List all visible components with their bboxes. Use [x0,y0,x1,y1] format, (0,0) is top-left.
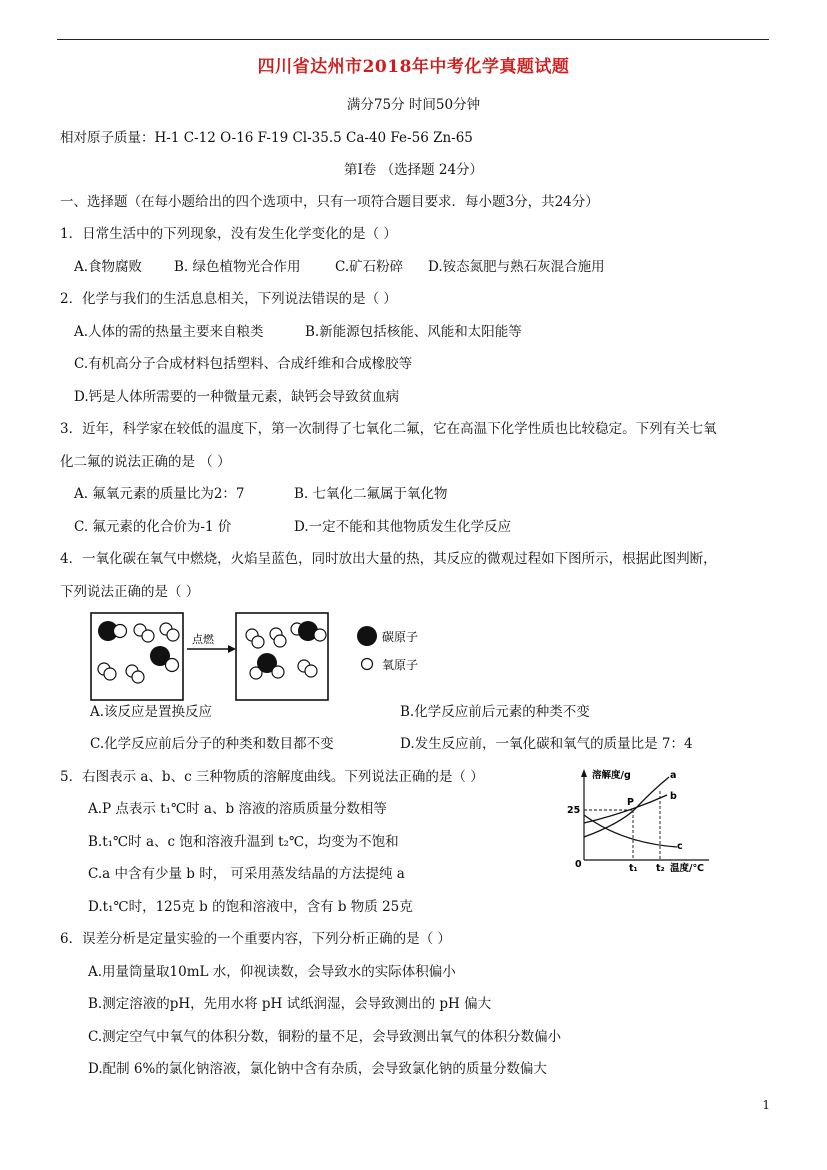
question-6-option-b: B.测定溶液的pH，先用水将 pH 试纸润湿，会导致测出的 pH 偏大 [88,996,492,1012]
curve-a-label: a [670,770,677,781]
oxygen-atom [166,659,179,672]
origin-label: 0 [575,859,582,870]
oxygen-atom [252,636,264,648]
curve-c-label: c [677,841,683,852]
oxygen-atom [132,671,144,683]
question-5-option-a: A.P 点表示 t₁℃时 a、b 溶液的溶质质量分数相等 [88,801,387,817]
question-3-option-d: D.一定不能和其他物质发生化学反应 [294,519,512,535]
t1-label: t₁ [629,863,638,874]
question-4-stem-line1: 4．一氧化碳在氧气中燃烧，火焰呈蓝色，同时放出大量的热，其反应的微观过程如下图所示，根据此图判断， [60,551,717,567]
y-axis-arrow [581,769,587,777]
legend-oxygen-label: 氧原子 [382,658,419,672]
oxygen-atom [305,665,317,677]
question-3-stem-line2: 化二氟的说法正确的是 （ ） [60,454,231,470]
legend-oxygen-icon [362,659,373,670]
question-5-option-c: C.a 中含有少量 b 时， 可采用蒸发结晶的方法提纯 a [88,866,405,882]
question-2-option-c: C.有机高分子合成材料包括塑料、合成纤维和合成橡胶等 [74,356,413,372]
question-3-option-a: A. 氟氧元素的质量比为2：7 [74,486,245,502]
question-6-stem: 6．误差分析是定量实验的一个重要内容，下列分析正确的是（ ） [60,931,451,947]
question-6-option-d: D.配制 6%的氯化钠溶液，氯化钠中含有杂质，会导致氯化钠的质量分数偏大 [88,1061,547,1077]
curve-b [584,795,667,823]
question-5-option-b: B.t₁℃时 a、c 饱和溶液升温到 t₂℃，均变为不饱和 [88,834,399,850]
y-tick-25: 25 [567,805,581,816]
arrow-label: 点燃 [192,633,214,646]
point-p-label: P [627,797,634,808]
page-number: 1 [762,1098,770,1112]
atomic-mass: 相对原子质量：H-1 C-12 O-16 F-19 Cl-35.5 Ca-40 Fe-56 Zn-65 [60,130,473,146]
oxygen-atom [104,668,116,680]
question-2-option-b: B.新能源包括核能、风能和太阳能等 [305,324,522,340]
question-4-option-c: C.化学反应前后分子的种类和数目都不变 [90,736,334,752]
question-4-stem-line2: 下列说法正确的是（ ） [60,584,200,600]
oxygen-atom [167,629,179,641]
question-6-option-c: C.测定空气中氧气的体积分数，铜粉的量不足，会导致测出氧气的体积分数偏小 [88,1029,562,1045]
reaction-diagram [90,611,450,703]
legend-carbon-icon [357,626,377,646]
legend-carbon-label: 碳原子 [382,630,419,644]
exam-info: 满分75分 时间50分钟 [346,97,481,113]
solubility-graph [567,765,717,880]
oxygen-atom [272,666,284,678]
page-title: 四川省达州市2018年中考化学真题试题 [257,57,570,77]
question-4-option-a: A.该反应是置换反应 [90,704,213,720]
question-3-stem-line1: 3．近年，科学家在较低的温度下，第一次制得了七氧化二氟，它在高温下化学性质也比较稳定。下列有关七氧 [60,421,717,437]
volume-title: 第Ⅰ卷 （选择题 24分） [343,162,484,178]
oxygen-atom [142,630,154,642]
section-header: 一、选择题（在每小题给出的四个选项中，只有一项符合题目要求．每小题3分，共24分） [60,194,599,210]
oxygen-atom [114,625,127,638]
question-6-option-a: A.用量筒量取10mL 水，仰视读数，会导致水的实际体积偏小 [88,964,456,980]
question-1-stem: 1．日常生活中的下列现象，没有发生化学变化的是（ ） [60,226,397,242]
question-1-option-b: B. 绿色植物光合作用 [174,259,301,275]
question-5-option-d: D.t₁℃时，125克 b 的饱和溶液中，含有 b 物质 25克 [88,899,413,915]
t2-label: t₂ [656,863,665,874]
arrow-head [228,645,236,653]
question-4-option-d: D.发生反应前，一氧化碳和氧气的质量比是 7：4 [400,736,693,752]
question-2-option-a: A.人体的需的热量主要来自粮类 [74,324,264,340]
oxygen-atom [274,635,286,647]
question-4-option-b: B.化学反应前后元素的种类不变 [400,704,590,720]
question-1-option-d: D.铵态氮肥与熟石灰混合施用 [428,259,605,275]
x-axis-label: 温度/℃ [670,863,704,874]
header-rule [57,39,769,40]
curve-b-label: b [670,791,677,802]
question-5-stem: 5．右图表示 a、b、c 三种物质的溶解度曲线。下列说法正确的是（ ） [60,769,484,785]
y-axis-label: 溶解度/g [592,770,631,781]
question-3-option-b: B. 七氧化二氟属于氧化物 [294,486,448,502]
question-2-option-d: D.钙是人体所需要的一种微量元素，缺钙会导致贫血病 [74,389,400,405]
question-2-stem: 2．化学与我们的生活息息相关，下列说法错误的是（ ） [60,291,397,307]
question-1-option-c: C.矿石粉碎 [335,259,404,275]
question-3-option-c: C. 氟元素的化合价为-1 价 [74,519,232,535]
oxygen-atom [314,629,326,641]
question-1-option-a: A.食物腐败 [74,259,143,275]
